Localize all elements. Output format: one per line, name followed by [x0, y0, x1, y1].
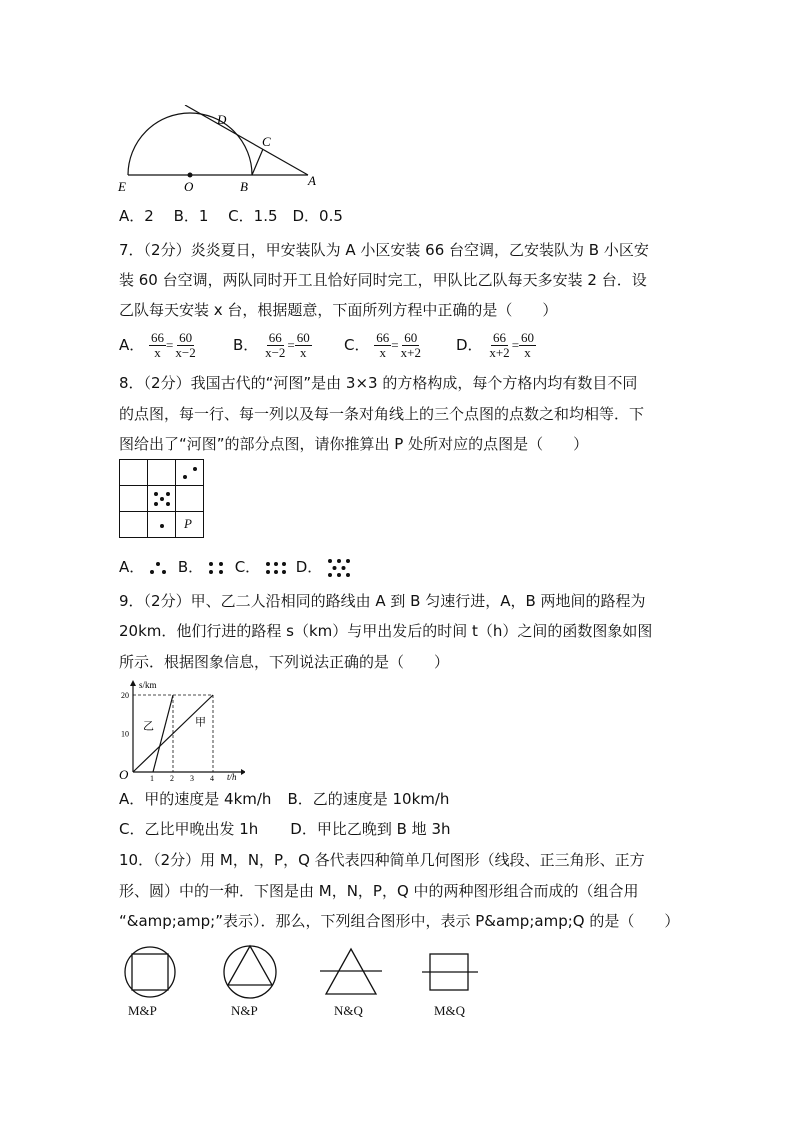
caption-m-q: M&Q	[434, 1003, 466, 1018]
q8-option-d-label: D．	[295, 558, 323, 576]
q7-line2: 装 60 台空调，两队同时开工且恰好同时完工，甲队比乙队每天多安装 2 台．设	[119, 271, 647, 289]
dots-three-icon	[149, 561, 167, 575]
semicircle-tangent-figure	[110, 105, 325, 195]
label-A: A	[308, 173, 316, 188]
triangle-segment-figure	[318, 946, 384, 996]
q8-line1: 8．（2分）我国古代的“河图”是由 3×3 的方格构成，每个方格内均有数目不同	[119, 374, 638, 392]
q9-option-d: D．甲比乙晚到 B 地 3h	[290, 820, 451, 838]
x-tick-label: 1	[150, 774, 154, 782]
q7-option-c: C． $\frac{66}{x}$ = $\frac{60}{x+2}$	[344, 330, 421, 360]
caption-n-q: N&Q	[334, 1003, 363, 1018]
label-B: B	[240, 179, 248, 194]
circle-triangle-figure	[220, 944, 280, 1000]
q9-line1: 9．（2分）甲、乙二人沿相同的路线由 A 到 B 匀速行进，A，B 两地间的路程为	[119, 592, 646, 610]
q10-line2: 形、圆）中的一种．下图是由 M，N，P，Q 中的两种图形组合而成的（组合用	[119, 882, 639, 900]
label-E: E	[118, 179, 126, 194]
x-axis-label: t/h	[227, 772, 237, 782]
distance-time-chart	[115, 676, 245, 782]
q8-options	[119, 557, 351, 578]
q8-line3: 图给出了“河图”的部分点图，请你推算出 P 处所对应的点图是（ ）	[119, 435, 589, 453]
dots-six-icon	[265, 561, 291, 575]
q8-option-c-label: C．	[234, 558, 261, 576]
q7-line3: 乙队每天安装 x 台，根据题意，下面所列方程中正确的是（ ）	[119, 301, 558, 319]
caption-n-p: N&P	[231, 1003, 258, 1018]
p-label: P	[184, 516, 192, 531]
grid-cell	[120, 486, 148, 512]
grid-cell	[120, 460, 148, 486]
hetu-grid	[119, 459, 204, 538]
label-O: O	[184, 179, 194, 194]
q9-line2: 20km．他们行进的路程 s（km）与甲出发后的时间 t（h）之间的函数图象如图	[119, 622, 653, 640]
x-tick-label: 3	[190, 774, 194, 782]
caption-m-p: M&P	[128, 1003, 157, 1018]
q9-line3: 所示．根据图象信息，下列说法正确的是（ ）	[119, 653, 450, 671]
square-segment-figure	[420, 950, 480, 994]
q8-option-b-label: B．	[177, 558, 204, 576]
q10-line3: “&amp;amp;”表示）．那么，下列组合图形中，表示 P&amp;amp;Q 的是（ ）	[119, 912, 680, 930]
q9-option-a: A．甲的速度是 4km/h B．乙的速度是 10km/h	[119, 790, 450, 808]
q6-options: A．2 B．1 C．1.5 D．0.5	[119, 207, 343, 225]
y-axis-label: s/km	[139, 680, 157, 690]
q9-option-b: B．乙的速度是 10km/h	[287, 790, 450, 808]
q9-option-c: C．乙比甲晚出发 1h D．甲比乙晚到 B 地 3h	[119, 820, 451, 838]
grid-cell	[176, 486, 204, 512]
dots-four-icon	[208, 561, 224, 575]
y-tick-label: 10	[121, 729, 129, 739]
q8-line2: 的点图，每一行、每一列以及每一条对角线上的三个点图的点数之和均相等．下	[119, 405, 645, 423]
q7-line1: 7．（2分）炎炎夏日，甲安装队为 A 小区安装 66 台空调，乙安装队为 B 小区安	[119, 241, 649, 259]
x-tick-label: 4	[210, 774, 214, 782]
x-tick-label: O	[119, 767, 129, 782]
grid-cell	[148, 460, 176, 486]
grid-cell	[120, 512, 148, 538]
q10-line1: 10．（2分）用 M，N，P，Q 各代表四种简单几何图形（线段、正三角形、正方	[119, 851, 645, 869]
circle-square-figure	[119, 946, 181, 998]
series-label-0: 甲	[195, 716, 206, 729]
grid-cell	[148, 486, 176, 512]
y-tick-label: 20	[121, 691, 129, 700]
label-D: D	[217, 112, 227, 127]
grid-cell	[148, 512, 176, 538]
series-line-1	[153, 695, 173, 772]
q7-option-b: B． $\frac{66}{x-2}$ = $\frac{60}{x}$	[233, 330, 310, 360]
grid-cell	[176, 512, 204, 538]
q7-option-a: A． $\frac{66}{x}$ = $\frac{60}{x-2}$	[119, 330, 196, 360]
series-label-1: 乙	[143, 720, 154, 733]
x-tick-label: 2	[170, 774, 174, 782]
grid-cell	[176, 460, 204, 486]
q8-option-a-label: A．	[119, 558, 145, 576]
dots-seven-icon	[327, 558, 351, 578]
label-C: C	[262, 134, 271, 149]
q7-option-d: D． $\frac{66}{x+2}$ = $\frac{60}{x}$	[456, 330, 535, 360]
